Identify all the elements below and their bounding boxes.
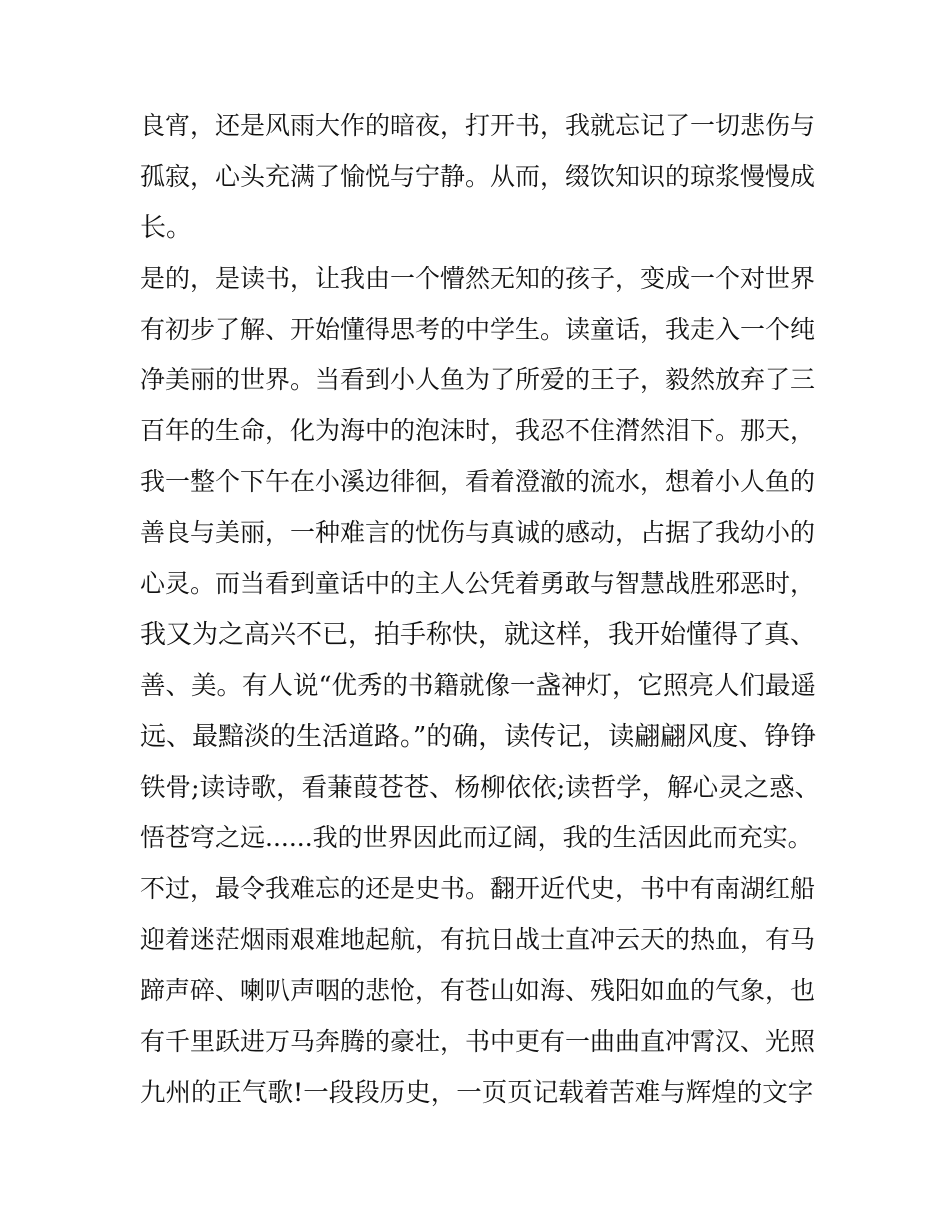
text-line: 心灵。而当看到童话中的主人公凭着勇敢与智慧战胜邪恶时， [140, 569, 816, 599]
text-line: 善、美。有人说“优秀的书籍就像一盏神灯，它照亮人们最遥 [140, 670, 817, 701]
text-line: 有初步了解、开始懂得思考的中学生。读童话，我走入一个纯 [140, 314, 816, 344]
text-line: 长。 [140, 212, 193, 243]
text-line: 我又为之高兴不已，拍手称快，就这样，我开始懂得了真、 [140, 619, 817, 650]
text-line: 孤寂，心头充满了愉悦与宁静。从而，缀饮知识的琼浆慢慢成 [140, 161, 816, 191]
text-line: 善良与美丽，一种难言的忧伤与真诚的感动，占据了我幼小的 [140, 518, 816, 548]
body-text [140, 101, 820, 1119]
text-line: 蹄声碎、喇叭声咽的悲怆，有苍山如海、残阳如血的气象，也 [140, 976, 816, 1006]
text-line: 九州的正气歌!一段段历史，一页页记载着苦难与辉煌的文字 [140, 1077, 814, 1108]
text-line: 是的，是读书，让我由一个懵然无知的孩子，变成一个对世界 [140, 263, 816, 293]
text-line: 百年的生命，化为海中的泡沫时，我忍不住潸然泪下。那天， [140, 416, 816, 446]
text-line: 铁骨;读诗歌，看蒹葭苍苍、杨柳依依;读哲学，解心灵之惑、 [140, 772, 821, 803]
text-line: 迎着迷茫烟雨艰难地起航，有抗日战士直冲云天的热血，有马 [140, 925, 816, 955]
text-line: 净美丽的世界。当看到小人鱼为了所爱的王子，毅然放弃了三 [140, 365, 816, 395]
text-line: 我一整个下午在小溪边徘徊，看着澄澈的流水，想着小人鱼的 [140, 467, 816, 497]
text-line: 悟苍穹之远......我的世界因此而辽阔，我的生活因此而充实。 [140, 823, 813, 853]
text-line: 不过，最令我难忘的还是史书。翻开近代史，书中有南湖红船 [140, 874, 816, 904]
text-line: 远、最黯淡的生活道路。”的确，读传记，读翩翩风度、铮铮 [140, 721, 817, 752]
text-line: 良宵，还是风雨大作的暗夜，打开书，我就忘记了一切悲伤与 [140, 111, 816, 140]
text-line: 有千里跃进万马奔腾的豪壮，书中更有一曲曲直冲霄汉、光照 [140, 1027, 816, 1057]
